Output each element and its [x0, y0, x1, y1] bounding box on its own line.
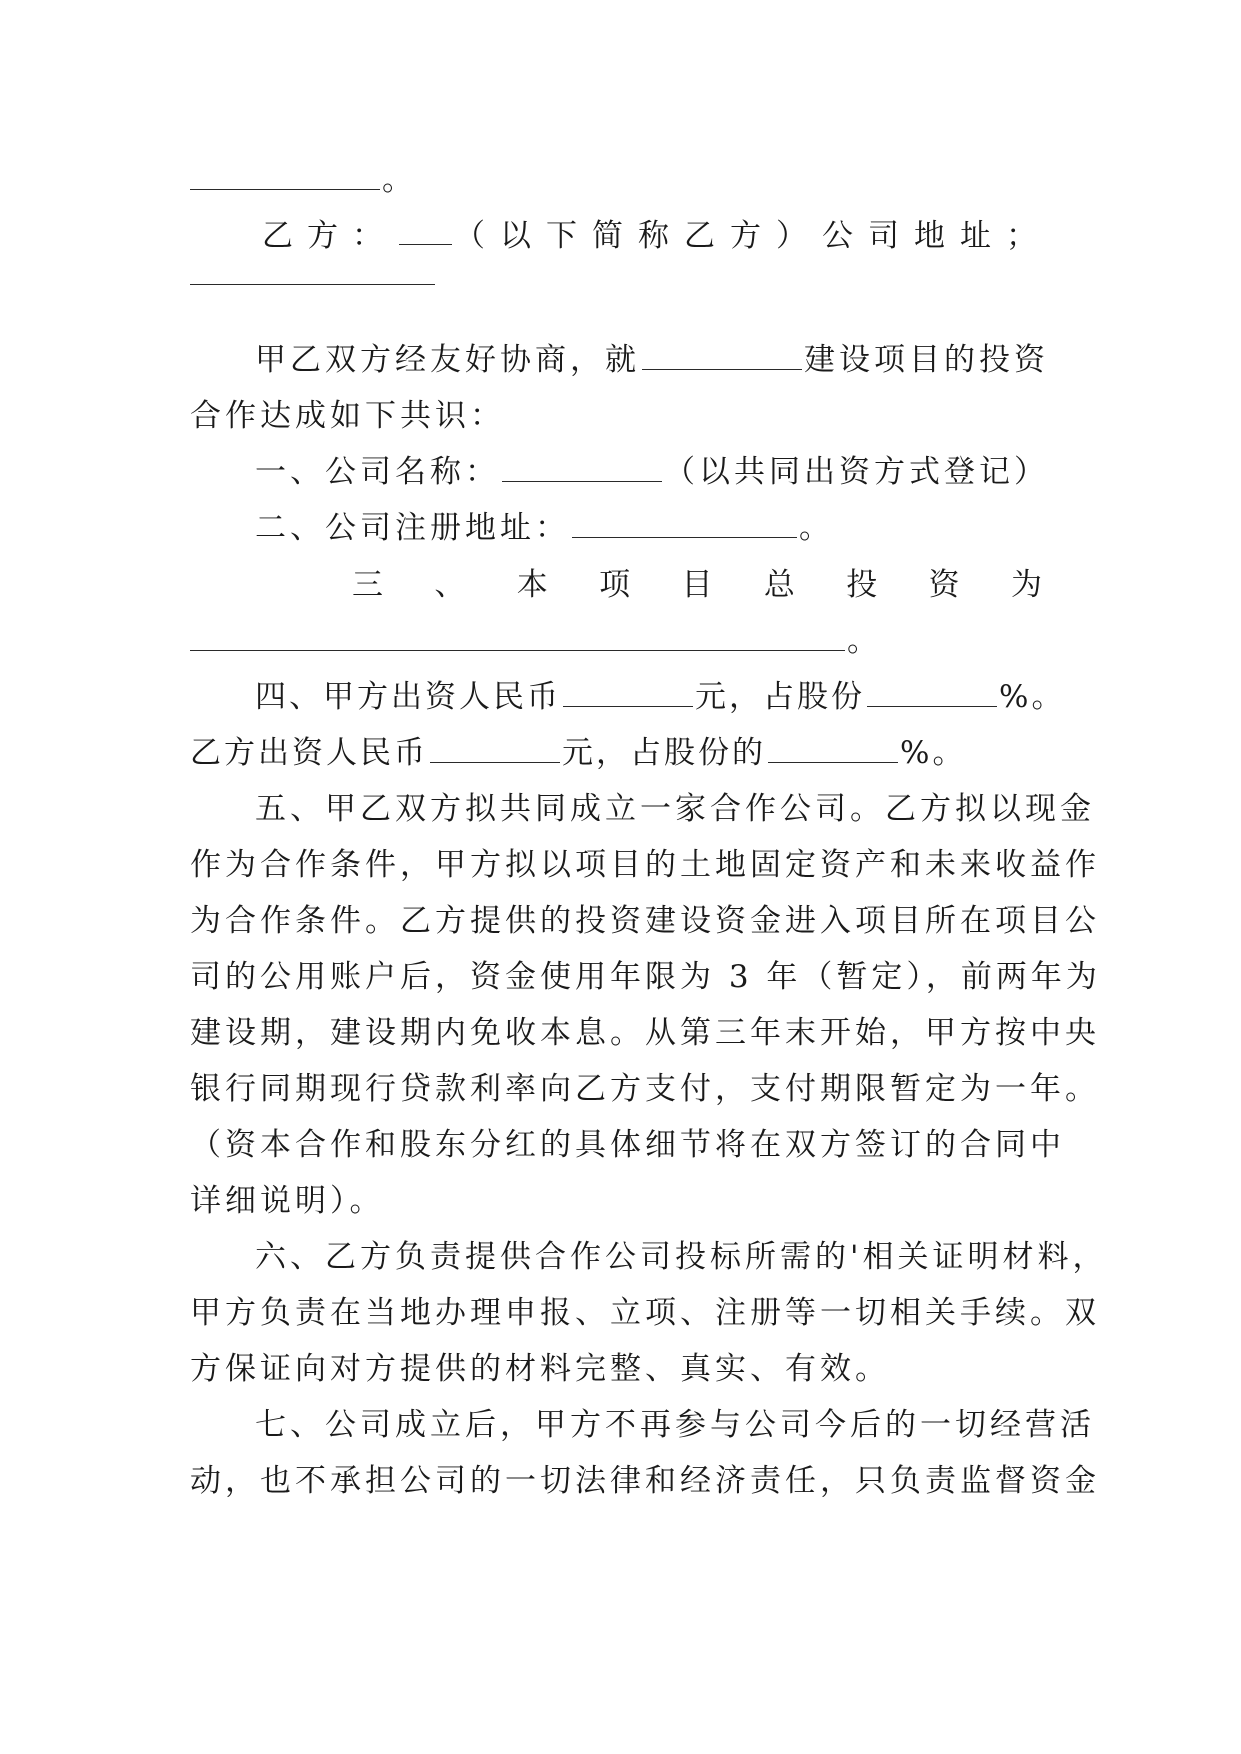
- total-investment-blank[interactable]: [190, 622, 845, 651]
- blank-field[interactable]: [190, 161, 380, 190]
- clause-3-char: 、: [434, 567, 466, 603]
- clause-5-line-6: 银行同期现行贷款利率向乙方支付，支付期限暂定为一年。: [190, 1071, 1100, 1107]
- clause-5-line-8: 详细说明）。: [190, 1183, 385, 1219]
- clause-3-char: 本: [516, 567, 548, 603]
- clause-3-char: 为: [1011, 567, 1042, 603]
- party-b-label: 乙方：: [262, 218, 397, 254]
- party-b-address-blank[interactable]: [190, 283, 435, 285]
- clause-2-registered-address: 二、公司注册地址： 。: [255, 510, 834, 546]
- clause-5-line-4: 司的公用账户后，资金使用年限为 3 年（暂定），前两年为: [190, 959, 1101, 995]
- total-investment-line: 。: [190, 621, 1052, 661]
- clause-3-char: 项: [599, 567, 631, 603]
- clause-7-line-2: 动，也不承担公司的一切法律和经济责任，只负责监督资金: [190, 1463, 1100, 1499]
- party-b-amount-blank[interactable]: [430, 734, 560, 763]
- clause-3-total-investment: [352, 565, 1042, 605]
- clause-1-company-name: 一、公司名称： （以共同出资方式登记）: [255, 454, 1049, 490]
- clause-5-line-5: 建设期，建设期内免收本息。从第三年末开始，甲方按中央: [190, 1015, 1100, 1051]
- party-a-share-blank[interactable]: [867, 678, 997, 707]
- party-b-share-blank[interactable]: [768, 734, 898, 763]
- clause-5-line-2: 作为合作条件，甲方拟以项目的土地固定资产和未来收益作: [190, 847, 1100, 883]
- clause-6-line-1: 六、乙方负责提供合作公司投标所需的'相关证明材料，: [255, 1239, 1108, 1275]
- company-name-blank[interactable]: [502, 453, 662, 482]
- clause-4-party-b-capital: 乙方出资人民币 元，占股份的 %。: [190, 735, 967, 771]
- registered-address-blank[interactable]: [572, 509, 797, 538]
- clause-5-line-1: 五、甲乙双方拟共同成立一家合作公司。乙方拟以现金: [255, 791, 1095, 827]
- clause-3-char: 总: [763, 567, 795, 603]
- clause-3-char: 目: [681, 567, 713, 603]
- line-registered-address-end: 。: [190, 160, 1052, 200]
- clause-4-party-a-capital: 四、甲方出资人民币 元，占股份 %。: [255, 679, 1066, 715]
- clause-5-line-7: （资本合作和股东分红的具体细节将在双方签订的合同中: [190, 1127, 1065, 1163]
- clause-3-char: 投: [846, 567, 878, 603]
- clause-3-char: 资: [928, 567, 960, 603]
- clause-5-line-3: 为合作条件。乙方提供的投资建设资金进入项目所在项目公: [190, 903, 1100, 939]
- clause-6-line-3: 方保证向对方提供的材料完整、真实、有效。: [190, 1351, 890, 1387]
- clause-3-char: 三: [352, 567, 383, 603]
- clause-6-line-2: 甲方负责在当地办理申报、立项、注册等一切相关手续。双: [190, 1295, 1100, 1331]
- project-name-blank[interactable]: [642, 341, 802, 370]
- line-consensus: 合作达成如下共识：: [190, 398, 505, 434]
- party-b-address-label: （以下简称乙方）公司地址；: [454, 218, 1052, 254]
- line-negotiation: 甲乙双方经友好协商，就 建设项目的投资: [255, 342, 1049, 378]
- line-party-b: [262, 216, 1052, 256]
- party-a-amount-blank[interactable]: [563, 678, 693, 707]
- party-b-name-blank[interactable]: [399, 216, 452, 245]
- clause-7-line-1: 七、公司成立后，甲方不再参与公司今后的一切经营活: [255, 1407, 1095, 1443]
